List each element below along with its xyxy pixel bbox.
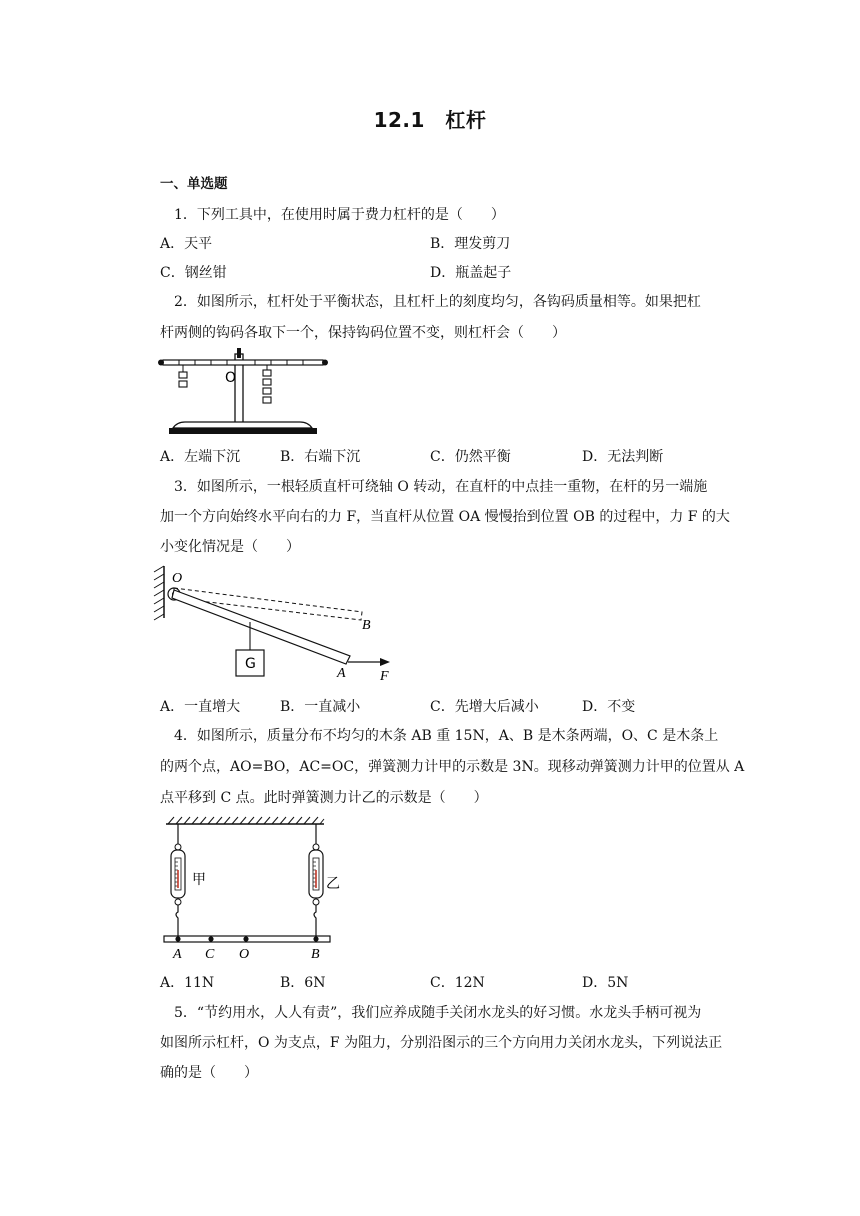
question-4-text-line-2: 的两个点，AO=BO，AC=OC，弹簧测力计甲的示数是 3N。现移动弹簧测力计甲的位置从 A <box>160 759 745 775</box>
question-5-text-line-3: 确的是（ ） <box>160 1065 258 1081</box>
question-3-option-a: A．一直增大 <box>160 699 241 715</box>
question-4-text-line-1: 4．如图所示，质量分布不均匀的木条 AB 重 15N，A、B 是木条两端，O、C 是木条上 <box>174 728 719 744</box>
question-3-text-line-1: 3．如图所示，一根轻质直杆可绕轴 O 转动，在直杆的中点挂一重物，在杆的另一端施 <box>174 479 708 495</box>
question-5-text-line-1: 5．“节约用水，人人有责”，我们应养成随手关闭水龙头的好习惯。水龙头手柄可视为 <box>174 1005 702 1021</box>
question-2-option-c: C．仍然平衡 <box>430 449 511 465</box>
page-title: 12.1 杠杆 <box>373 108 487 132</box>
question-4-spring-scale-figure <box>158 814 338 964</box>
question-4-option-b: B．6N <box>280 975 326 991</box>
question-3-rod-figure <box>150 562 400 686</box>
question-4-label-yi: 乙 <box>326 876 340 892</box>
question-1-option-c: C．钢丝钳 <box>160 265 227 281</box>
question-2-option-d: D．无法判断 <box>582 449 664 465</box>
question-4-option-d: D．5N <box>582 975 629 991</box>
question-5-text-line-2: 如图所示杠杆，O 为支点，F 为阻力，分别沿图示的三个方向用力关闭水龙头，下列说法正 <box>160 1035 723 1051</box>
question-4-option-a: A．11N <box>160 975 215 991</box>
question-4-label-o: O <box>239 947 250 962</box>
question-1-option-b: B．理发剪刀 <box>430 236 511 252</box>
question-1-text: 1．下列工具中，在使用时属于费力杠杆的是（ ） <box>174 207 505 223</box>
question-3-option-c: C．先增大后减小 <box>430 699 539 715</box>
question-3-option-b: B．一直减小 <box>280 699 361 715</box>
question-3-option-d: D．不变 <box>582 699 636 715</box>
question-4-label-c: C <box>205 947 215 962</box>
question-2-option-a: A．左端下沉 <box>160 449 241 465</box>
question-4-label-b: B <box>311 947 320 962</box>
question-3-label-g: G <box>245 656 256 672</box>
question-3-text-line-3: 小变化情况是（ ） <box>160 539 300 555</box>
question-2-label-o: O <box>225 370 237 386</box>
question-4-option-c: C．12N <box>430 975 485 991</box>
question-3-label-a: A <box>337 666 346 681</box>
question-3-text-line-2: 加一个方向始终水平向右的力 F，当直杆从位置 OA 慢慢抬到位置 OB 的过程中，力 F 的大 <box>160 509 730 525</box>
question-4-text-line-3: 点平移到 C 点。此时弹簧测力计乙的示数是（ ） <box>160 790 488 806</box>
question-4-label-a: A <box>173 947 182 962</box>
question-2-text-line-1: 2．如图所示，杠杆处于平衡状态，且杠杆上的刻度均匀，各钩码质量相等。如果把杠 <box>174 294 701 310</box>
question-1-option-d: D．瓶盖起子 <box>430 265 512 281</box>
question-4-label-jia: 甲 <box>192 872 206 888</box>
question-2-text-line-2: 杆两侧的钩码各取下一个，保持钩码位置不变，则杠杆会（ ） <box>160 325 566 341</box>
section-heading: 一、单选题 <box>160 176 228 192</box>
question-2-option-b: B．右端下沉 <box>280 449 361 465</box>
question-2-lever-figure <box>155 348 335 440</box>
question-3-label-b: B <box>362 618 371 633</box>
question-3-label-o: O <box>172 571 183 586</box>
question-3-label-f: F <box>380 669 389 684</box>
question-1-option-a: A．天平 <box>160 236 213 252</box>
